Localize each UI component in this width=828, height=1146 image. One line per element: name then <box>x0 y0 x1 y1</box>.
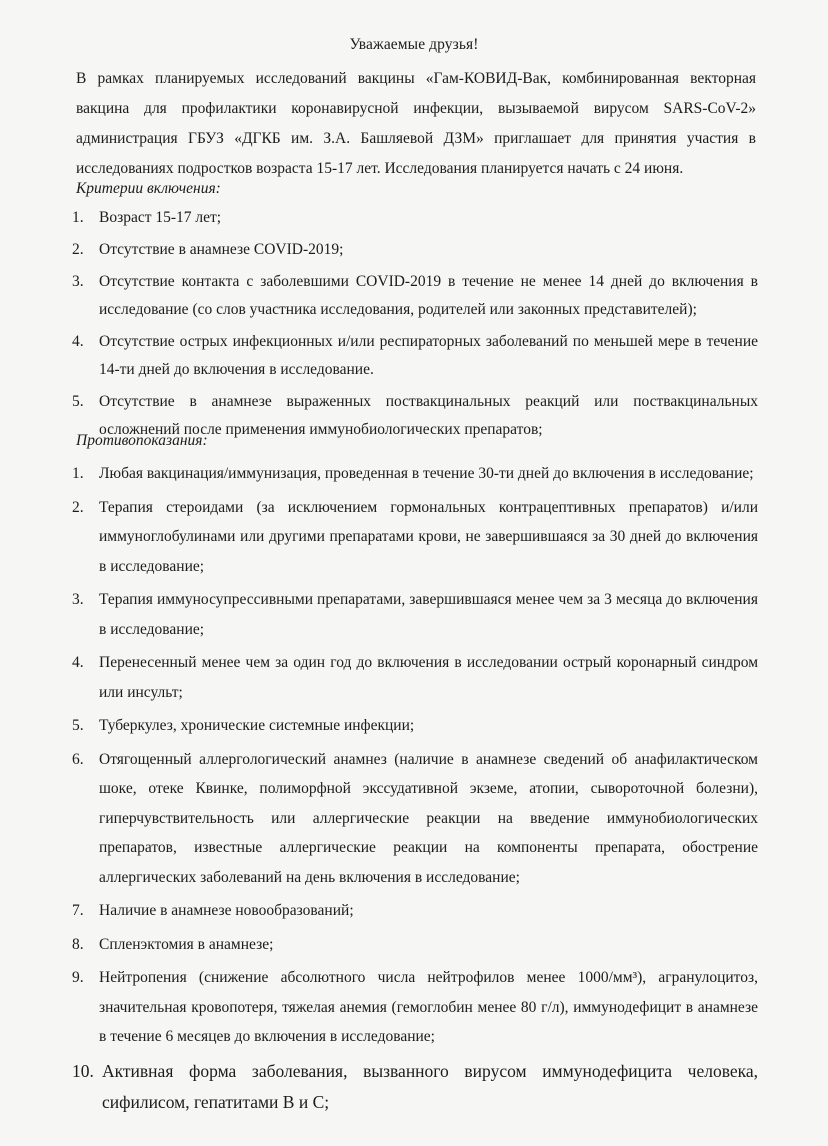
list-item: 2. Отсутствие в анамнезе COVID-2019; <box>72 241 344 258</box>
list-item: 3. Отсутствие контакта с заболевшими COVID-2019 в течение не менее 14 дней до включения в исследование (со слов участника исследования, родителей или законных представителей); <box>72 273 758 318</box>
contraindications-list <box>72 459 758 1122</box>
inclusion-heading: Критерии включения: <box>76 180 221 197</box>
list-item: 2. Терапия стероидами (за исключением гормональных контрацептивных препаратов) и/или иммуноглобулинами или другими препаратами крови, не завершившаяся за 30 дней до включения в исследование; <box>72 498 758 575</box>
list-item: 1. Возраст 15-17 лет; <box>72 209 222 226</box>
list-item: 5. Туберкулез, хронические системные инфекции; <box>72 717 415 734</box>
intro-text: В рамках планируемых исследований вакцины «Гам-КОВИД-Вак, комбинированная векторная вакцина для профилактики коронавирусной инфекции, вызываемой вирусом SARS-CoV-2» администрация ГБУЗ «ДГКБ им. З.А. Башляевой ДЗМ» приглашает для принятия участия в исследованиях подростков возраста 15-17 лет. Исследования планируется начать с 24 июня. <box>76 70 756 177</box>
contraindications-heading: Противопоказания: <box>76 432 208 449</box>
list-item: 7. Наличие в анамнезе новообразований; <box>72 902 354 919</box>
intro-paragraph <box>76 64 756 184</box>
page-title: Уважаемые друзья! <box>349 36 479 53</box>
binder-edge <box>0 0 70 1146</box>
list-item: 8. Спленэктомия в анамнезе; <box>72 935 274 953</box>
list-item: 10. Активная форма заболевания, вызванного вирусом иммунодефицита человека, сифилисом, гепатитами В и С; <box>72 1060 758 1112</box>
list-item: 9. Нейтропения (снижение абсолютного числа нейтрофилов менее 1000/мм³), агранулоцитоз, значительная кровопотеря, тяжелая анемия (гемоглобин менее 80 г/л), иммунодефицит в анамнезе в течение 6 месяцев до включения в исследование; <box>72 969 758 1045</box>
list-item: 5. Отсутствие в анамнезе выраженных поствакцинальных реакций или поствакцинальных осложнений после применения иммунобиологических препаратов; <box>72 393 758 438</box>
list-item: 1. Любая вакцинация/иммунизация, проведенная в течение 30-ти дней до включения в исследование; <box>72 465 754 482</box>
list-item: 4. Перенесенный менее чем за один год до включения в исследовании острый коронарный синдром или инсульт; <box>72 654 758 701</box>
list-item: 3. Терапия иммуносупрессивными препаратами, завершившаяся менее чем за 3 месяца до включения в исследование; <box>72 591 758 638</box>
list-item: 6. Отягощенный аллергологический анамнез (наличие в анамнезе сведений об анафилактическом шоке, отеке Квинке, полиморфной экссудативной экземе, атопии, сывороточной болезни), гиперчувствительность или аллергические реакции на введение иммунобиологических препаратов, известные аллергические реакции на компоненты препарата, обострение аллергических заболеваний на день включения в исследование; <box>72 750 758 886</box>
list-item: 4. Отсутствие острых инфекционных и/или респираторных заболеваний по меньшей мере в течение 14-ти дней до включения в исследование. <box>72 333 758 378</box>
inclusion-list <box>72 204 758 448</box>
